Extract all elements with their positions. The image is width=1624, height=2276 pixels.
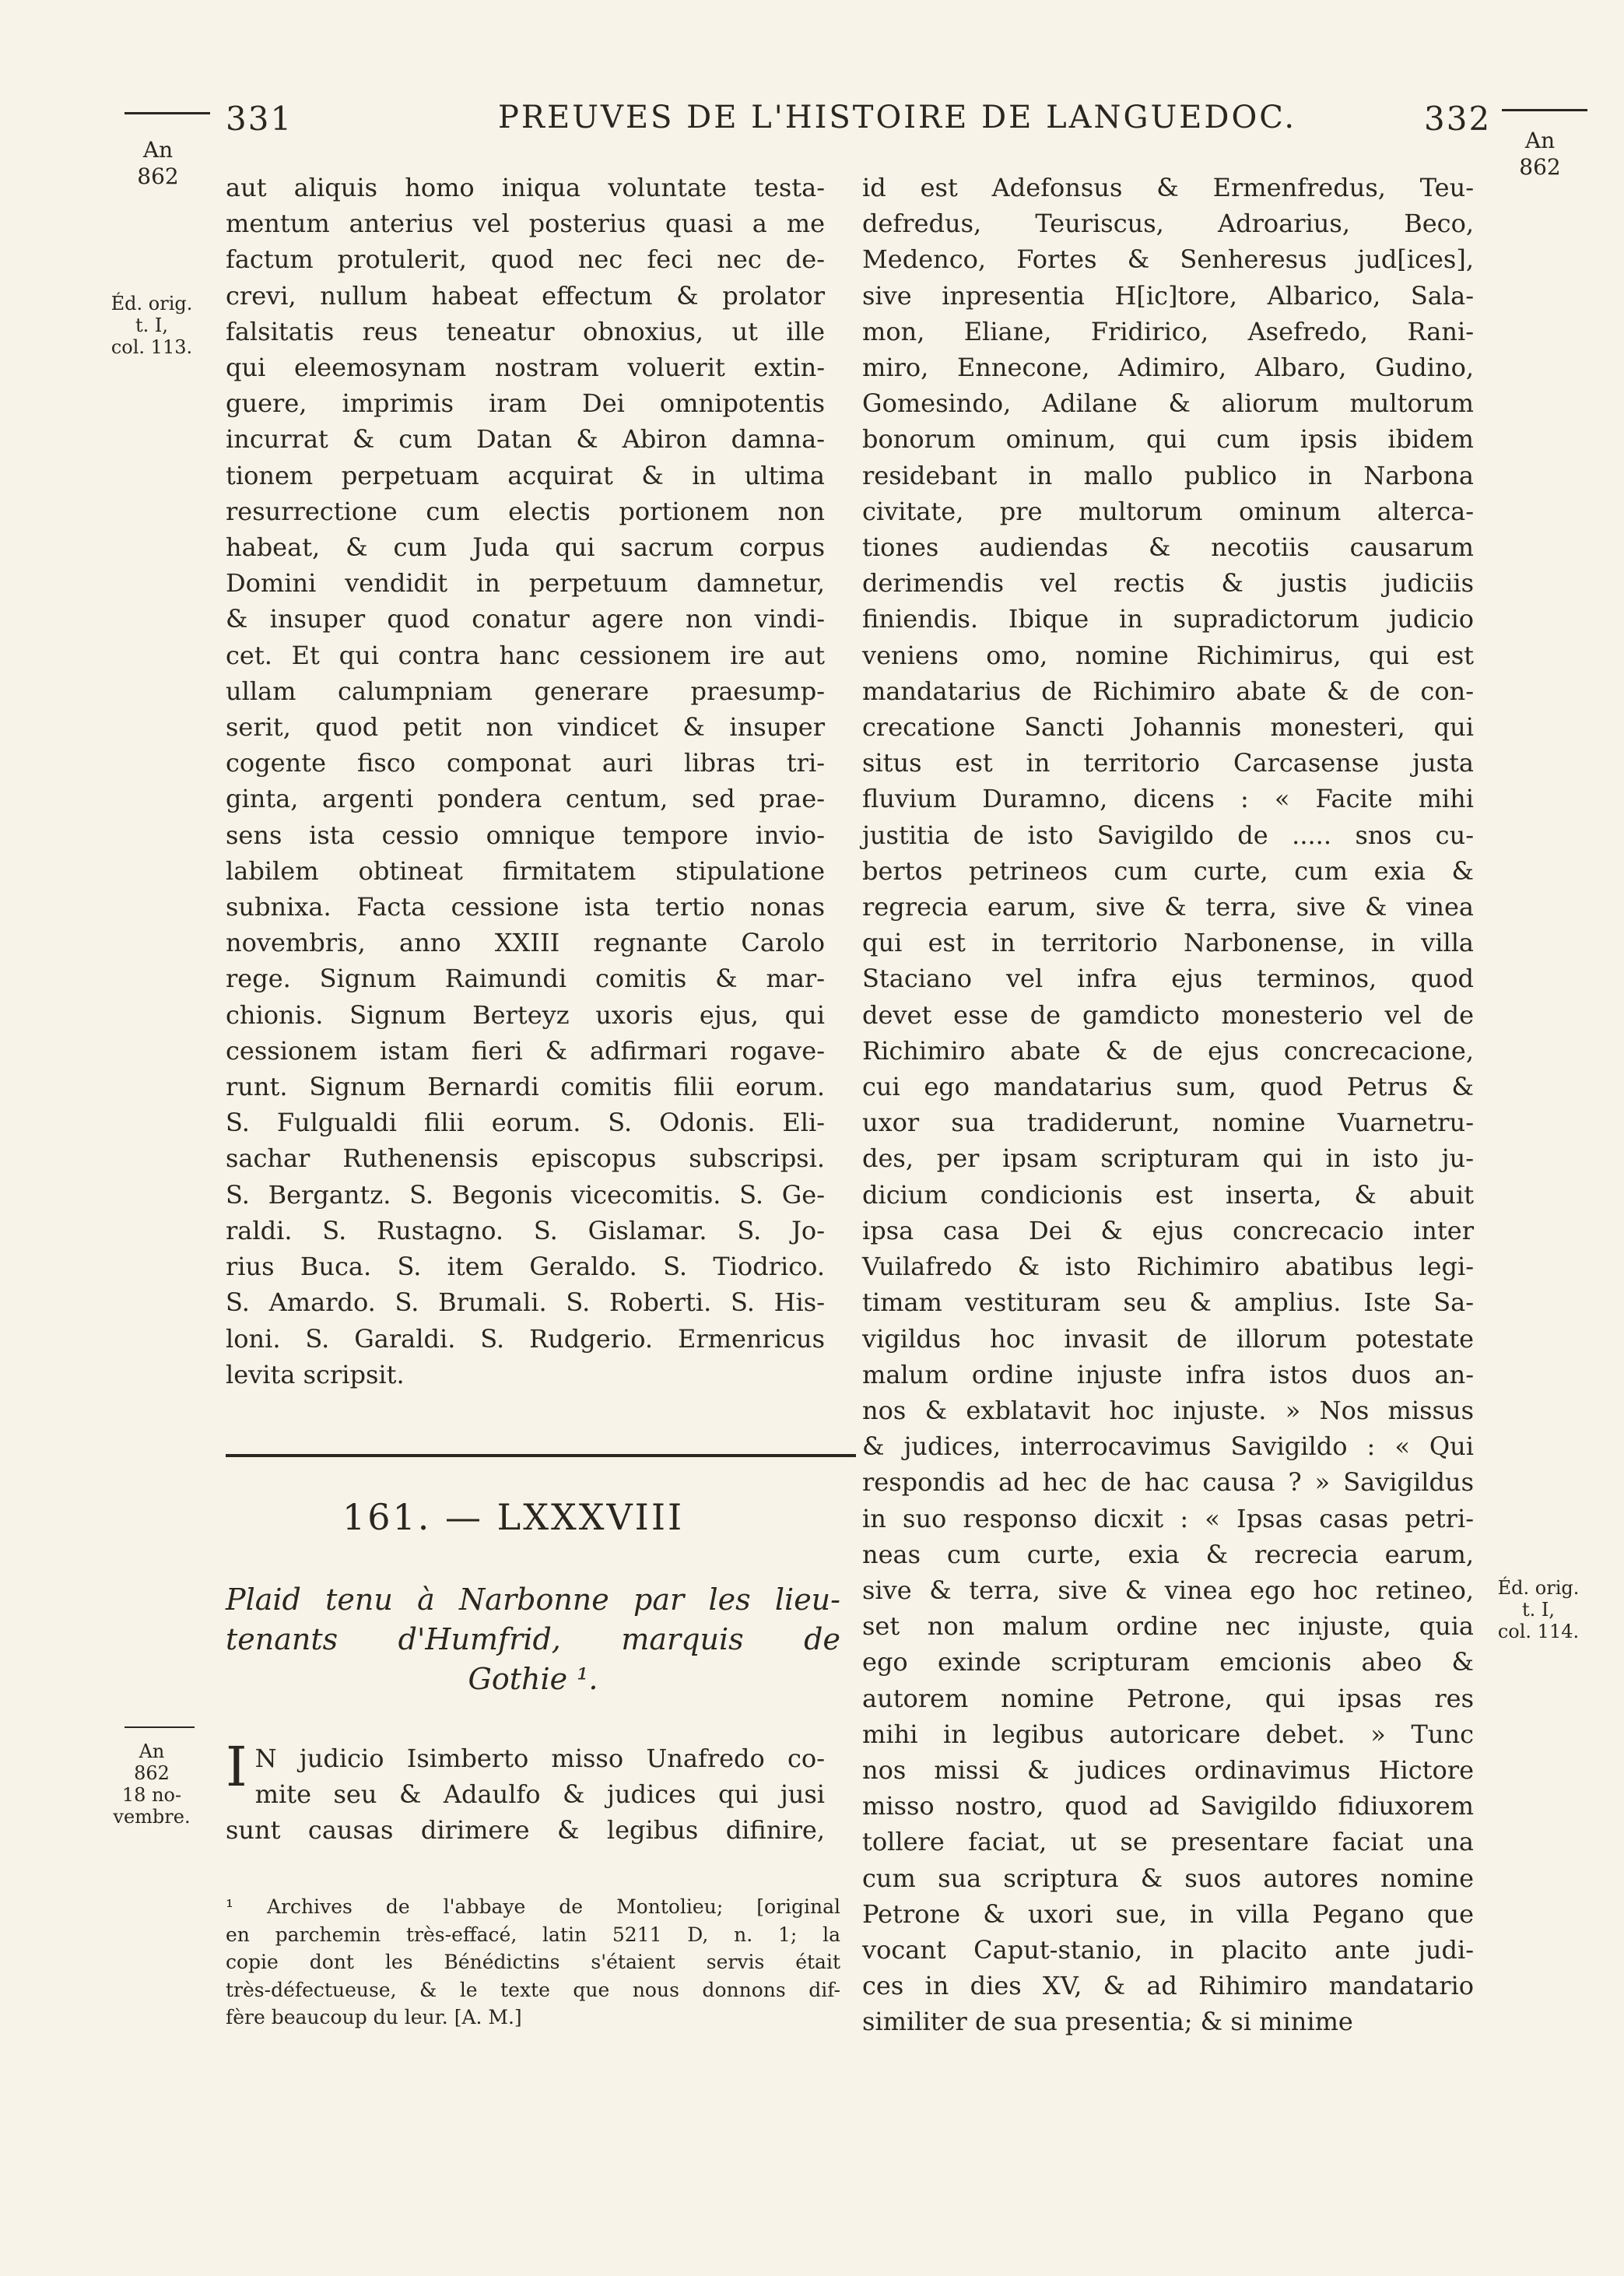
text-line: Richimiro abate & de ejus concrecacione, <box>862 1035 1474 1066</box>
margin-note-line: 862 <box>134 1762 170 1784</box>
text-line: timam vestituram seu & amplius. Iste Sa- <box>862 1287 1474 1318</box>
text-line: civitate, pre multorum ominum alterca- <box>862 496 1474 526</box>
text-line: in suo responso dicxit : « Ipsas casas petri- <box>862 1503 1474 1533</box>
margin-note-line: t. I, <box>135 314 168 336</box>
title-line: Plaid tenu à Narbonne par les lieu- <box>226 1582 840 1617</box>
text-line: ginta, argenti pondera centum, sed prae- <box>226 784 825 814</box>
margin-note-line: Éd. orig. <box>1497 1577 1580 1599</box>
right-column-text <box>862 170 1474 2040</box>
text-line: Domini vendidit in perpetuum damnetur, <box>226 568 825 599</box>
text-line: uxor sua tradiderunt, nomine Vuarnetru- <box>862 1108 1474 1138</box>
margin-rule-left-bottom <box>125 1726 195 1728</box>
right-page-number: 332 <box>1424 100 1492 138</box>
text-line: habeat, & cum Juda qui sacrum corpus <box>226 532 825 563</box>
text-line: dicium condicionis est inserta, & abuit <box>862 1179 1474 1210</box>
text-line: nos & exblatavit hoc injuste. » Nos missus <box>862 1395 1474 1425</box>
text-line: mandatarius de Richimiro abate & de con- <box>862 676 1474 706</box>
text-line: cessionem istam fieri & adfirmari rogave- <box>226 1035 825 1066</box>
text-line: fluvium Duramno, dicens : « Facite mihi <box>862 784 1474 814</box>
margin-note-line: t. I, <box>1521 1599 1555 1621</box>
margin-note-line: 862 <box>137 163 179 189</box>
text-line: & insuper quod conatur agere non vindi- <box>226 604 825 634</box>
text-line: ego exinde scripturam emcionis abeo & <box>862 1647 1474 1677</box>
text-line: mon, Eliane, Fridirico, Asefredo, Rani- <box>862 316 1474 346</box>
section-separator <box>226 1454 856 1457</box>
text-line: qui eleemosynam nostram voluerit extin- <box>226 353 825 383</box>
left-column-text <box>226 170 825 1393</box>
text-line: novembris, anno XXIII regnante Carolo <box>226 928 825 958</box>
text-line: cui ego mandatarius sum, quod Petrus & <box>862 1072 1474 1102</box>
text-line: cum sua scriptura & suos autores nomine <box>862 1863 1474 1893</box>
text-line: ces in dies XV, & ad Rihimiro mandatario <box>862 1971 1474 2001</box>
text-line: malum ordine injuste infra istos duos an- <box>862 1359 1474 1389</box>
text-line: crecatione Sancti Johannis monesteri, qui <box>862 712 1474 743</box>
text-line: finiendis. Ibique in supradictorum judicio <box>862 604 1474 634</box>
text-line: misso nostro, quod ad Savigildo fidiuxorem <box>862 1791 1474 1821</box>
margin-edition-ref-left <box>109 293 195 358</box>
text-line: sachar Ruthenensis episcopus subscripsi. <box>226 1143 825 1174</box>
title-line: tenants d'Humfrid, marquis de <box>226 1622 840 1656</box>
text-line: justitia de isto Savigildo de ..... snos cu- <box>862 820 1474 850</box>
text-line: crevi, nullum habeat effectum & prolator <box>226 280 825 311</box>
footnote-line: copie dont les Bénédictins s'étaient servis était <box>226 1951 840 1973</box>
text-line: tionem perpetuam acquirat & in ultima <box>226 460 825 490</box>
text-line: ipsa casa Dei & ejus concrecacio inter <box>862 1215 1474 1245</box>
text-line: similiter de sua presentia; & si minime <box>862 2007 1353 2037</box>
text-line: devet esse de gamdicto monesterio vel de <box>862 999 1474 1030</box>
margin-note-line: An <box>139 1740 165 1762</box>
margin-edition-ref-right <box>1496 1577 1581 1642</box>
text-line: vocant Caput-stanio, in placito ante judi- <box>862 1934 1474 1965</box>
text-line: Staciano vel infra ejus terminos, quod <box>862 964 1474 994</box>
text-line: S. Bergantz. S. Begonis vicecomitis. S. Ge- <box>226 1179 825 1210</box>
text-line: sive inpresentia H[ic]tore, Albarico, Sala- <box>862 280 1474 311</box>
text-line: loni. S. Garaldi. S. Rudgerio. Ermenricus <box>226 1323 825 1354</box>
footnote-line: ¹ Archives de l'abbaye de Montolieu; [original <box>226 1895 840 1918</box>
margin-date-left-bottom <box>109 1740 195 1828</box>
text-line: cogente fisco componat auri libras tri- <box>226 748 825 778</box>
text-line: aut aliquis homo iniqua voluntate testa- <box>226 173 825 202</box>
text-line: tiones audiendas & necotiis causarum <box>862 532 1474 563</box>
margin-year-right-top <box>1497 128 1583 181</box>
margin-note-line: Éd. orig. <box>110 293 193 314</box>
text-line: falsitatis reus teneatur obnoxius, ut ille <box>226 316 825 346</box>
text-line: des, per ipsam scripturam qui in isto ju- <box>862 1143 1474 1174</box>
text-line: ullam calumpniam generare praesump- <box>226 676 825 706</box>
text-line: sive & terra, sive & vinea ego hoc retineo, <box>862 1575 1474 1605</box>
text-line: mentum anterius vel posterius quasi a me <box>226 209 825 239</box>
margin-year-left-top <box>115 137 201 190</box>
drop-cap: I <box>226 1735 247 1799</box>
text-line: neas cum curte, exia & recrecia earum, <box>862 1539 1474 1569</box>
text-line: mihi in legibus autoricare debet. » Tunc <box>862 1719 1474 1749</box>
margin-note-line: 18 no- <box>121 1784 182 1806</box>
running-title: PREUVES DE L'HISTOIRE DE LANGUEDOC. <box>498 100 1297 135</box>
text-line: veniens omo, nomine Richimirus, qui est <box>862 640 1474 670</box>
text-line: S. Fulgualdi filii eorum. S. Odonis. Eli- <box>226 1108 825 1138</box>
text-line: Vuilafredo & isto Richimiro abatibus legi- <box>862 1252 1474 1282</box>
footnote <box>226 1893 840 2032</box>
text-line: cet. Et qui contra hanc cessionem ire aut <box>226 640 825 670</box>
text-line: nos missi & judices ordinavimus Hictore <box>862 1754 1474 1785</box>
header-rule-left <box>125 112 210 114</box>
text-line: residebant in mallo publico in Narbona <box>862 460 1474 490</box>
text-line: raldi. S. Rustagno. S. Gislamar. S. Jo- <box>226 1215 825 1245</box>
margin-note-line: An <box>1524 128 1556 153</box>
text-line: sunt causas dirimere & legibus difinire, <box>226 1815 825 1846</box>
footnote-line: fère beaucoup du leur. [A. M.] <box>226 2006 522 2028</box>
text-line: serit, quod petit non vindicet & insuper <box>226 712 825 743</box>
text-line: N judicio Isimberto misso Unafredo co- <box>254 1744 825 1773</box>
title-line: Gothie ¹. <box>468 1662 598 1696</box>
margin-note-line: col. 113. <box>110 336 193 358</box>
text-line: respondis ad hec de hac causa ? » Savigildus <box>862 1467 1474 1498</box>
text-line: sens ista cessio omnique tempore invio- <box>226 820 825 850</box>
header-rule-right <box>1502 109 1587 111</box>
document-title <box>226 1580 840 1699</box>
text-line: defredus, Teuriscus, Adroarius, Beco, <box>862 209 1474 239</box>
text-line: subnixa. Facta cessione ista tertio nonas <box>226 892 825 922</box>
text-line: chionis. Signum Berteyz uxoris ejus, qui <box>226 999 825 1030</box>
footnote-line: très-défectueuse, & le texte que nous donnons dif- <box>226 1978 840 2001</box>
text-line: miro, Ennecone, Adimiro, Albaro, Gudino, <box>862 353 1474 383</box>
margin-note-line: vembre. <box>113 1806 191 1828</box>
document-opening <box>226 1735 825 1849</box>
text-line: Medenco, Fortes & Senheresus jud[ices], <box>862 244 1474 275</box>
text-line: levita scripsit. <box>226 1359 405 1389</box>
text-line: incurrat & cum Datan & Abiron damna- <box>226 424 825 455</box>
text-line: Petrone & uxori sue, in villa Pegano que <box>862 1898 1474 1929</box>
left-page-number: 331 <box>226 100 293 138</box>
text-line: guere, imprimis iram Dei omnipotentis <box>226 388 825 419</box>
text-line: set non malum ordine nec injuste, quia <box>862 1611 1474 1642</box>
margin-note-line: col. 114. <box>1497 1621 1580 1642</box>
text-line: autorem nomine Petrone, qui ipsas res <box>862 1683 1474 1713</box>
text-line: runt. Signum Bernardi comitis filii eorum. <box>226 1072 825 1102</box>
chapter-heading: 161. — LXXXVIII <box>342 1496 685 1538</box>
text-line: Gomesindo, Adilane & aliorum multorum <box>862 388 1474 419</box>
text-line: bertos petrineos cum curte, cum exia & <box>862 855 1474 886</box>
text-line: vigildus hoc invasit de illorum potestate <box>862 1323 1474 1354</box>
footnote-line: en parchemin très-effacé, latin 5211 D, n. 1; la <box>226 1923 840 1946</box>
text-line: mite seu & Adaulfo & judices qui jusi <box>254 1779 825 1810</box>
text-line: id est Adefonsus & Ermenfredus, Teu- <box>862 173 1474 202</box>
text-line: S. Amardo. S. Brumali. S. Roberti. S. His- <box>226 1287 825 1318</box>
text-line: bonorum ominum, qui cum ipsis ibidem <box>862 424 1474 455</box>
text-line: qui est in territorio Narbonense, in villa <box>862 928 1474 958</box>
text-line: rius Buca. S. item Geraldo. S. Tiodrico. <box>226 1252 825 1282</box>
text-line: regrecia earum, sive & terra, sive & vinea <box>862 892 1474 922</box>
margin-note-line: 862 <box>1519 154 1561 180</box>
text-line: tollere faciat, ut se presentare faciat una <box>862 1827 1474 1857</box>
text-line: rege. Signum Raimundi comitis & mar- <box>226 964 825 994</box>
text-line: & judices, interrocavimus Savigildo : « Qui <box>862 1431 1474 1462</box>
text-line: labilem obtineat firmitatem stipulatione <box>226 855 825 886</box>
text-line: factum protulerit, quod nec feci nec de- <box>226 244 825 275</box>
text-line: situs est in territorio Carcasense justa <box>862 748 1474 778</box>
margin-note-line: An <box>142 137 174 163</box>
text-line: derimendis vel rectis & justis judiciis <box>862 568 1474 599</box>
text-line: resurrectione cum electis portionem non <box>226 496 825 526</box>
